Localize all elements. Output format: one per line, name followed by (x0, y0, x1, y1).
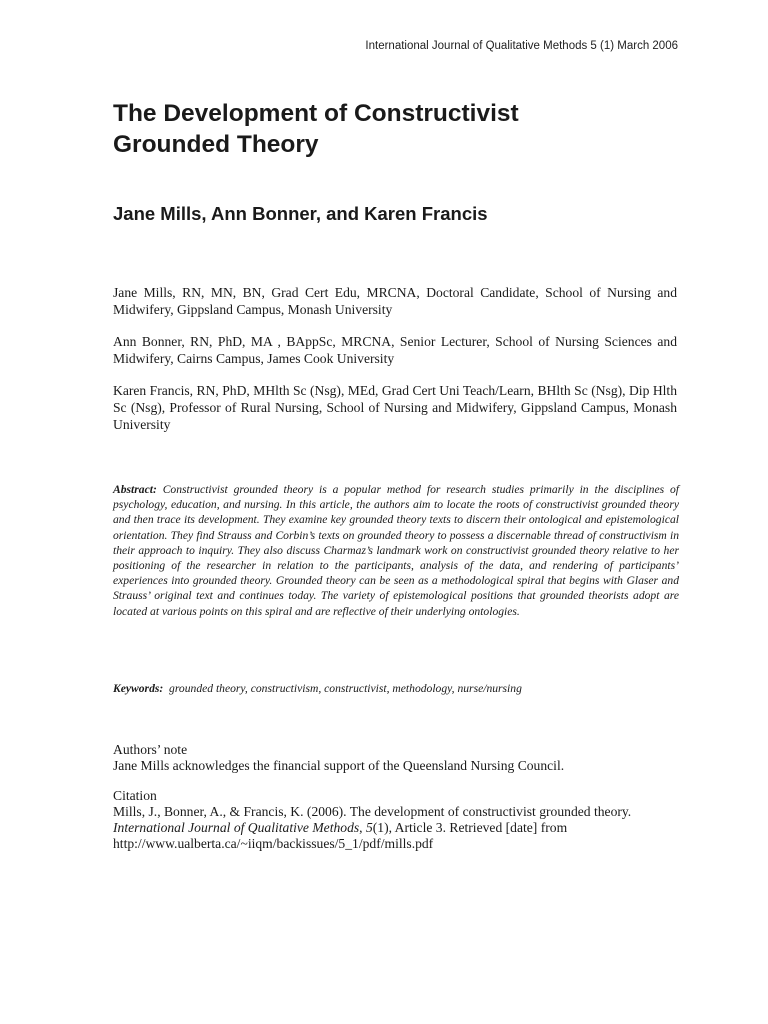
running-head: International Journal of Qualitative Methods 5 (1) March 2006 (365, 40, 678, 52)
title-line-2: Grounded Theory (113, 131, 319, 158)
authors-note-heading: Authors’ note (113, 742, 188, 757)
keywords-text: grounded theory, constructivism, constructivist, methodology, nurse/nursing (169, 682, 522, 695)
authors-note (113, 742, 679, 774)
affiliation-bonner: Ann Bonner, RN, PhD, MA , BAppSc, MRCNA, Senior Lecturer, School of Nursing Sciences and Midwifery, Cairns Campus, James Cook University (113, 334, 677, 366)
abstract-label: Abstract: (113, 483, 157, 496)
keywords-label: Keywords: (113, 682, 164, 695)
title-line-1: The Development of Constructivist (113, 100, 519, 127)
citation-line-2 (113, 820, 679, 836)
citation-line-1: Mills, J., Bonner, A., & Francis, K. (2006). The development of constructivist grounded theory. (113, 804, 632, 819)
citation-url[interactable]: http://www.ualberta.ca/~iiqm/backissues/5_1/pdf/mills.pdf (113, 836, 434, 851)
affiliation-francis: Karen Francis, RN, PhD, MHlth Sc (Nsg), MEd, Grad Cert Uni Teach/Learn, BHlth Sc (Nsg), Dip Hlth Sc (Nsg), Professor of Rural Nursing, School of Nursing and Midwifery, Gippsland Campus, Monash University (113, 383, 677, 432)
citation-journal: International Journal of Qualitative Methods (113, 820, 360, 835)
abstract (113, 482, 679, 619)
affiliation-mills: Jane Mills, RN, MN, BN, Grad Cert Edu, MRCNA, Doctoral Candidate, School of Nursing and Midwifery, Gippsland Campus, Monash University (113, 285, 677, 317)
citation (113, 788, 679, 852)
citation-heading: Citation (113, 788, 157, 803)
citation-rest: (1), Article 3. Retrieved [date] from (372, 820, 568, 835)
authors-note-text: Jane Mills acknowledges the financial support of the Queensland Nursing Council. (113, 758, 565, 773)
citation-volume: 5 (365, 820, 373, 835)
keywords (113, 682, 679, 695)
author-list: Jane Mills, Ann Bonner, and Karen Francis (113, 203, 488, 224)
citation-volume-sep: , (359, 820, 366, 835)
paper-title (113, 98, 673, 160)
abstract-text: Constructivist grounded theory is a popular method for research studies primarily in the disciplines of psychology, education, and nursing. In this article, the authors aim to locate the roots of constructivist grounded theory and then trace its development. They examine key grounded theory texts to discern their ontological and epistemological orientation. They find Strauss and Corbin’s texts on grounded theory to possess a discernable thread of constructivism in their approach to inquiry. They also discuss Charmaz’s landmark work on constructivist grounded theory relative to her positioning of the researcher in relation to the participants, analysis of the data, and rendering of participants’ experiences into grounded theory. Grounded theory can be seen as a methodological spiral that begins with Glaser and Strauss’ original text and continues today. The variety of epistemological positions that grounded theorists adopt are located at various points on this spiral and are reflective of their underlying ontologies. (113, 483, 679, 618)
